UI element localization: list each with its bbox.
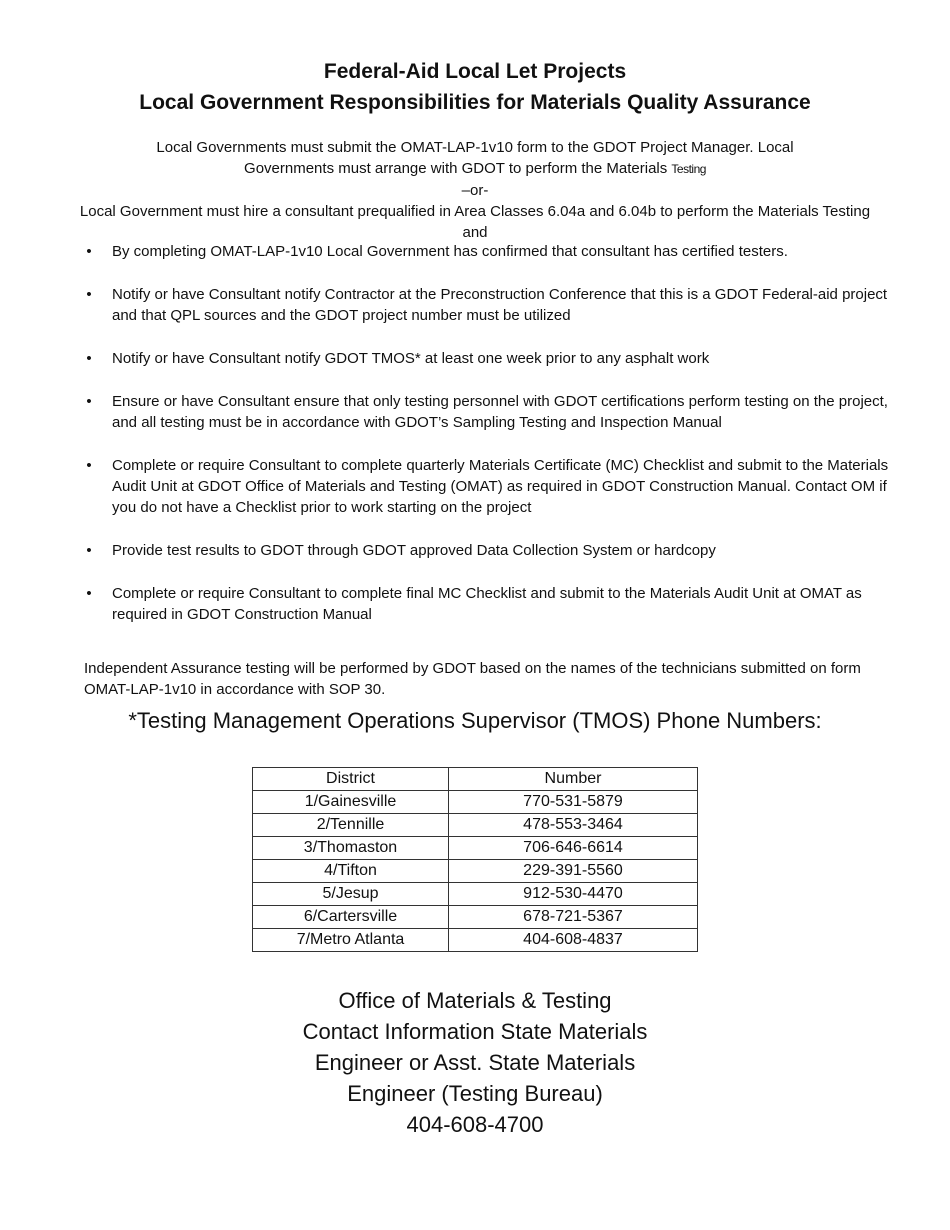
independent-assurance-paragraph: Independent Assurance testing will be performed by GDOT based on the names of the technicians submitted on form OMAT-LAP-1v10 in accordance with SOP 30. — [84, 660, 861, 698]
phone-cell: 478-553-3464 — [449, 814, 698, 837]
intro-line-2-text: Governments must arrange with GDOT to perform the Materials — [244, 160, 672, 177]
intro-line-1: Local Governments must submit the OMAT-LAP-1v10 form to the GDOT Project Manager. Local — [156, 139, 794, 156]
bullet-icon: • — [86, 585, 92, 602]
list-item — [84, 455, 894, 518]
list-item — [84, 241, 894, 262]
document-title: Federal-Aid Local Let Projects — [323, 60, 627, 83]
column-header-number: Number — [449, 768, 698, 791]
tmos-table — [252, 767, 698, 952]
intro-block — [40, 137, 910, 243]
bullet-icon: • — [86, 350, 92, 367]
phone-cell: 770-531-5879 — [449, 791, 698, 814]
list-item — [84, 540, 894, 561]
list-item-text: Complete or require Consultant to complete quarterly Materials Certificate (MC) Checklist and submit to the Materials Audit Unit at GDOT Office of Materials and Testing (OMAT) as required in GDOT Construction Manual. Contact OM if you do not have a Checklist prior to work starting on the project — [112, 457, 889, 516]
intro-or: –or- — [461, 182, 489, 199]
district-cell: 6/Cartersville — [253, 906, 449, 929]
contact-phone: 404-608-4700 — [406, 1112, 544, 1137]
table-row — [253, 814, 698, 837]
table-row — [253, 906, 698, 929]
bullet-icon: • — [86, 393, 92, 410]
list-item — [84, 391, 894, 433]
document-subtitle: Local Government Responsibilities for Materials Quality Assurance — [139, 91, 811, 114]
contact-line-1: Office of Materials & Testing — [338, 988, 612, 1013]
list-item-text: Ensure or have Consultant ensure that only testing personnel with GDOT certifications perform testing on the project, and all testing must be in accordance with GDOT’s Sampling Testing and Inspection Manual — [112, 393, 888, 431]
table-row — [253, 929, 698, 952]
phone-cell: 912-530-4470 — [449, 883, 698, 906]
contact-block — [0, 985, 950, 1140]
bullet-icon: • — [86, 243, 92, 260]
intro-and: and — [462, 224, 488, 241]
intro-line-2 — [40, 158, 910, 180]
phone-cell: 404-608-4837 — [449, 929, 698, 952]
table-row — [253, 837, 698, 860]
tmos-heading: *Testing Management Operations Supervisor (TMOS) Phone Numbers: — [128, 708, 822, 733]
phone-cell: 706-646-6614 — [449, 837, 698, 860]
table-row — [253, 860, 698, 883]
bullet-icon: • — [86, 542, 92, 559]
list-item-text: Notify or have Consultant notify Contractor at the Preconstruction Conference that this is a GDOT Federal-aid project and that QPL sources and the GDOT project number must be utilized — [112, 286, 888, 324]
phone-cell: 678-721-5367 — [449, 906, 698, 929]
list-item-text: Provide test results to GDOT through GDOT approved Data Collection System or hardcopy — [112, 542, 716, 559]
district-cell: 5/Jesup — [253, 883, 449, 906]
bullet-icon: • — [86, 286, 92, 303]
table-header-row — [253, 768, 698, 791]
intro-line-3: Local Government must hire a consultant prequalified in Area Classes 6.04a and 6.04b to perform the Materials Testing — [79, 203, 871, 220]
column-header-district: District — [253, 768, 449, 791]
list-item-text: By completing OMAT-LAP-1v10 Local Government has confirmed that consultant has certified testers. — [112, 243, 788, 260]
responsibilities-list — [84, 241, 894, 647]
contact-line-4: Engineer (Testing Bureau) — [347, 1081, 603, 1106]
list-item — [84, 284, 894, 326]
contact-line-3: Engineer or Asst. State Materials — [314, 1050, 636, 1075]
table-row — [253, 883, 698, 906]
phone-cell: 229-391-5560 — [449, 860, 698, 883]
list-item — [84, 583, 894, 625]
list-item — [84, 348, 894, 369]
district-cell: 1/Gainesville — [253, 791, 449, 814]
list-item-text: Complete or require Consultant to complete final MC Checklist and submit to the Materials Audit Unit at OMAT as required in GDOT Construction Manual — [112, 585, 862, 623]
district-cell: 3/Thomaston — [253, 837, 449, 860]
district-cell: 4/Tifton — [253, 860, 449, 883]
table-row — [253, 791, 698, 814]
intro-line-2-small: Testing — [671, 162, 706, 176]
district-cell: 7/Metro Atlanta — [253, 929, 449, 952]
list-item-text: Notify or have Consultant notify GDOT TMOS* at least one week prior to any asphalt work — [112, 350, 710, 367]
contact-line-2: Contact Information State Materials — [302, 1019, 648, 1044]
district-cell: 2/Tennille — [253, 814, 449, 837]
bullet-icon: • — [86, 457, 92, 474]
